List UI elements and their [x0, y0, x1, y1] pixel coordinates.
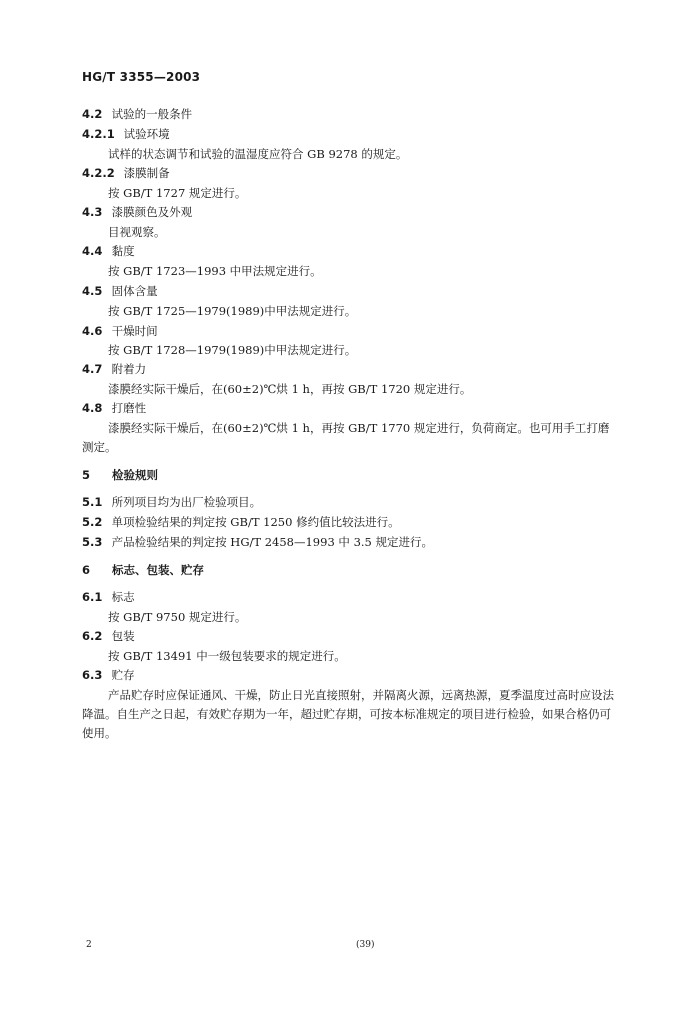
section-6-1-body: 按 GB/T 9750 规定进行。: [108, 610, 247, 624]
section-4-3-body: 目视观察。: [108, 225, 166, 239]
section-title: 打磨性: [111, 401, 147, 415]
section-title: 漆膜颜色及外观: [111, 205, 193, 219]
section-6-3-body-line-3: 使用。: [82, 726, 117, 740]
section-title: 贮存: [111, 668, 135, 682]
section-number: 4.3: [82, 205, 103, 219]
section-6-2-heading: [82, 629, 135, 643]
section-4-2-2-body: 按 GB/T 1727 规定进行。: [108, 186, 247, 200]
section-4-5-heading: [82, 284, 158, 298]
section-4-8-body-line-1: 漆膜经实际干燥后，在(60±2)℃烘 1 h，再按 GB/T 1770 规定进行，负荷商定。也可用手工打磨: [108, 421, 610, 435]
section-4-7-body: 漆膜经实际干燥后，在(60±2)℃烘 1 h，再按 GB/T 1720 规定进行。: [108, 382, 472, 396]
section-5-heading: [82, 468, 158, 482]
section-4-6-body: 按 GB/T 1728—1979(1989)中甲法规定进行。: [108, 343, 357, 357]
section-title: 标志: [111, 590, 135, 604]
section-title: 检验规则: [112, 468, 159, 482]
page-number-center: (39): [356, 940, 375, 950]
section-title: 漆膜制备: [123, 166, 170, 180]
section-title: 包装: [111, 629, 135, 643]
section-4-2-2-heading: [82, 166, 170, 180]
section-6-3-heading: [82, 668, 135, 682]
section-body: 所列项目均为出厂检验项目。: [111, 495, 262, 509]
section-title: 固体含量: [111, 284, 158, 298]
section-number: 4.8: [82, 401, 103, 415]
section-6-1-heading: [82, 590, 135, 604]
section-number: 5.1: [82, 495, 103, 509]
section-5-1: [82, 495, 261, 509]
section-6-2-body: 按 GB/T 13491 中一级包装要求的规定进行。: [108, 649, 346, 663]
page-number: 2: [86, 940, 92, 950]
section-body: 单项检验结果的判定按 GB/T 1250 修约值比较法进行。: [111, 515, 400, 529]
section-body: 产品检验结果的判定按 HG/T 2458—1993 中 3.5 规定进行。: [111, 535, 434, 549]
section-4-4-heading: [82, 244, 135, 258]
section-4-8-heading: [82, 401, 146, 415]
section-5-3: [82, 535, 433, 549]
section-number: 4.2.2: [82, 166, 115, 180]
section-number: 4.4: [82, 244, 103, 258]
section-number: 6: [82, 563, 91, 577]
section-4-3-heading: [82, 205, 192, 219]
section-5-2: [82, 515, 400, 529]
section-title: 附着力: [111, 362, 147, 376]
section-4-5-body: 按 GB/T 1725—1979(1989)中甲法规定进行。: [108, 304, 357, 318]
section-number: 5: [82, 468, 91, 482]
section-title: 标志、包装、贮存: [112, 563, 205, 577]
section-number: 6.1: [82, 590, 103, 604]
section-4-2-heading: [82, 107, 192, 121]
section-4-2-1-heading: [82, 127, 170, 141]
section-number: 6.3: [82, 668, 103, 682]
section-number: 6.2: [82, 629, 103, 643]
section-number: 4.5: [82, 284, 103, 298]
section-number: 5.3: [82, 535, 103, 549]
section-number: 5.2: [82, 515, 103, 529]
section-6-heading: [82, 563, 204, 577]
section-title: 试验的一般条件: [111, 107, 193, 121]
section-6-3-body-line-1: 产品贮存时应保证通风、干燥，防止日光直接照射，并隔离火源，远离热源，夏季温度过高时应设法: [108, 688, 614, 702]
section-number: 4.2.1: [82, 127, 115, 141]
section-4-8-body-line-2: 测定。: [82, 440, 117, 454]
section-number: 4.2: [82, 107, 103, 121]
section-title: 黏度: [111, 244, 135, 258]
standard-code-header: HG/T 3355—2003: [82, 70, 201, 84]
section-number: 4.6: [82, 324, 103, 338]
section-number: 4.7: [82, 362, 103, 376]
section-6-3-body-line-2: 降温。自生产之日起，有效贮存期为一年，超过贮存期，可按本标准规定的项目进行检验，如果合格仍可: [82, 707, 611, 721]
section-title: 试验环境: [123, 127, 170, 141]
section-4-2-1-body: 试样的状态调节和试验的温湿度应符合 GB 9278 的规定。: [108, 147, 408, 161]
section-4-6-heading: [82, 324, 158, 338]
section-title: 干燥时间: [111, 324, 158, 338]
section-4-4-body: 按 GB/T 1723—1993 中甲法规定进行。: [108, 264, 322, 278]
section-4-7-heading: [82, 362, 146, 376]
